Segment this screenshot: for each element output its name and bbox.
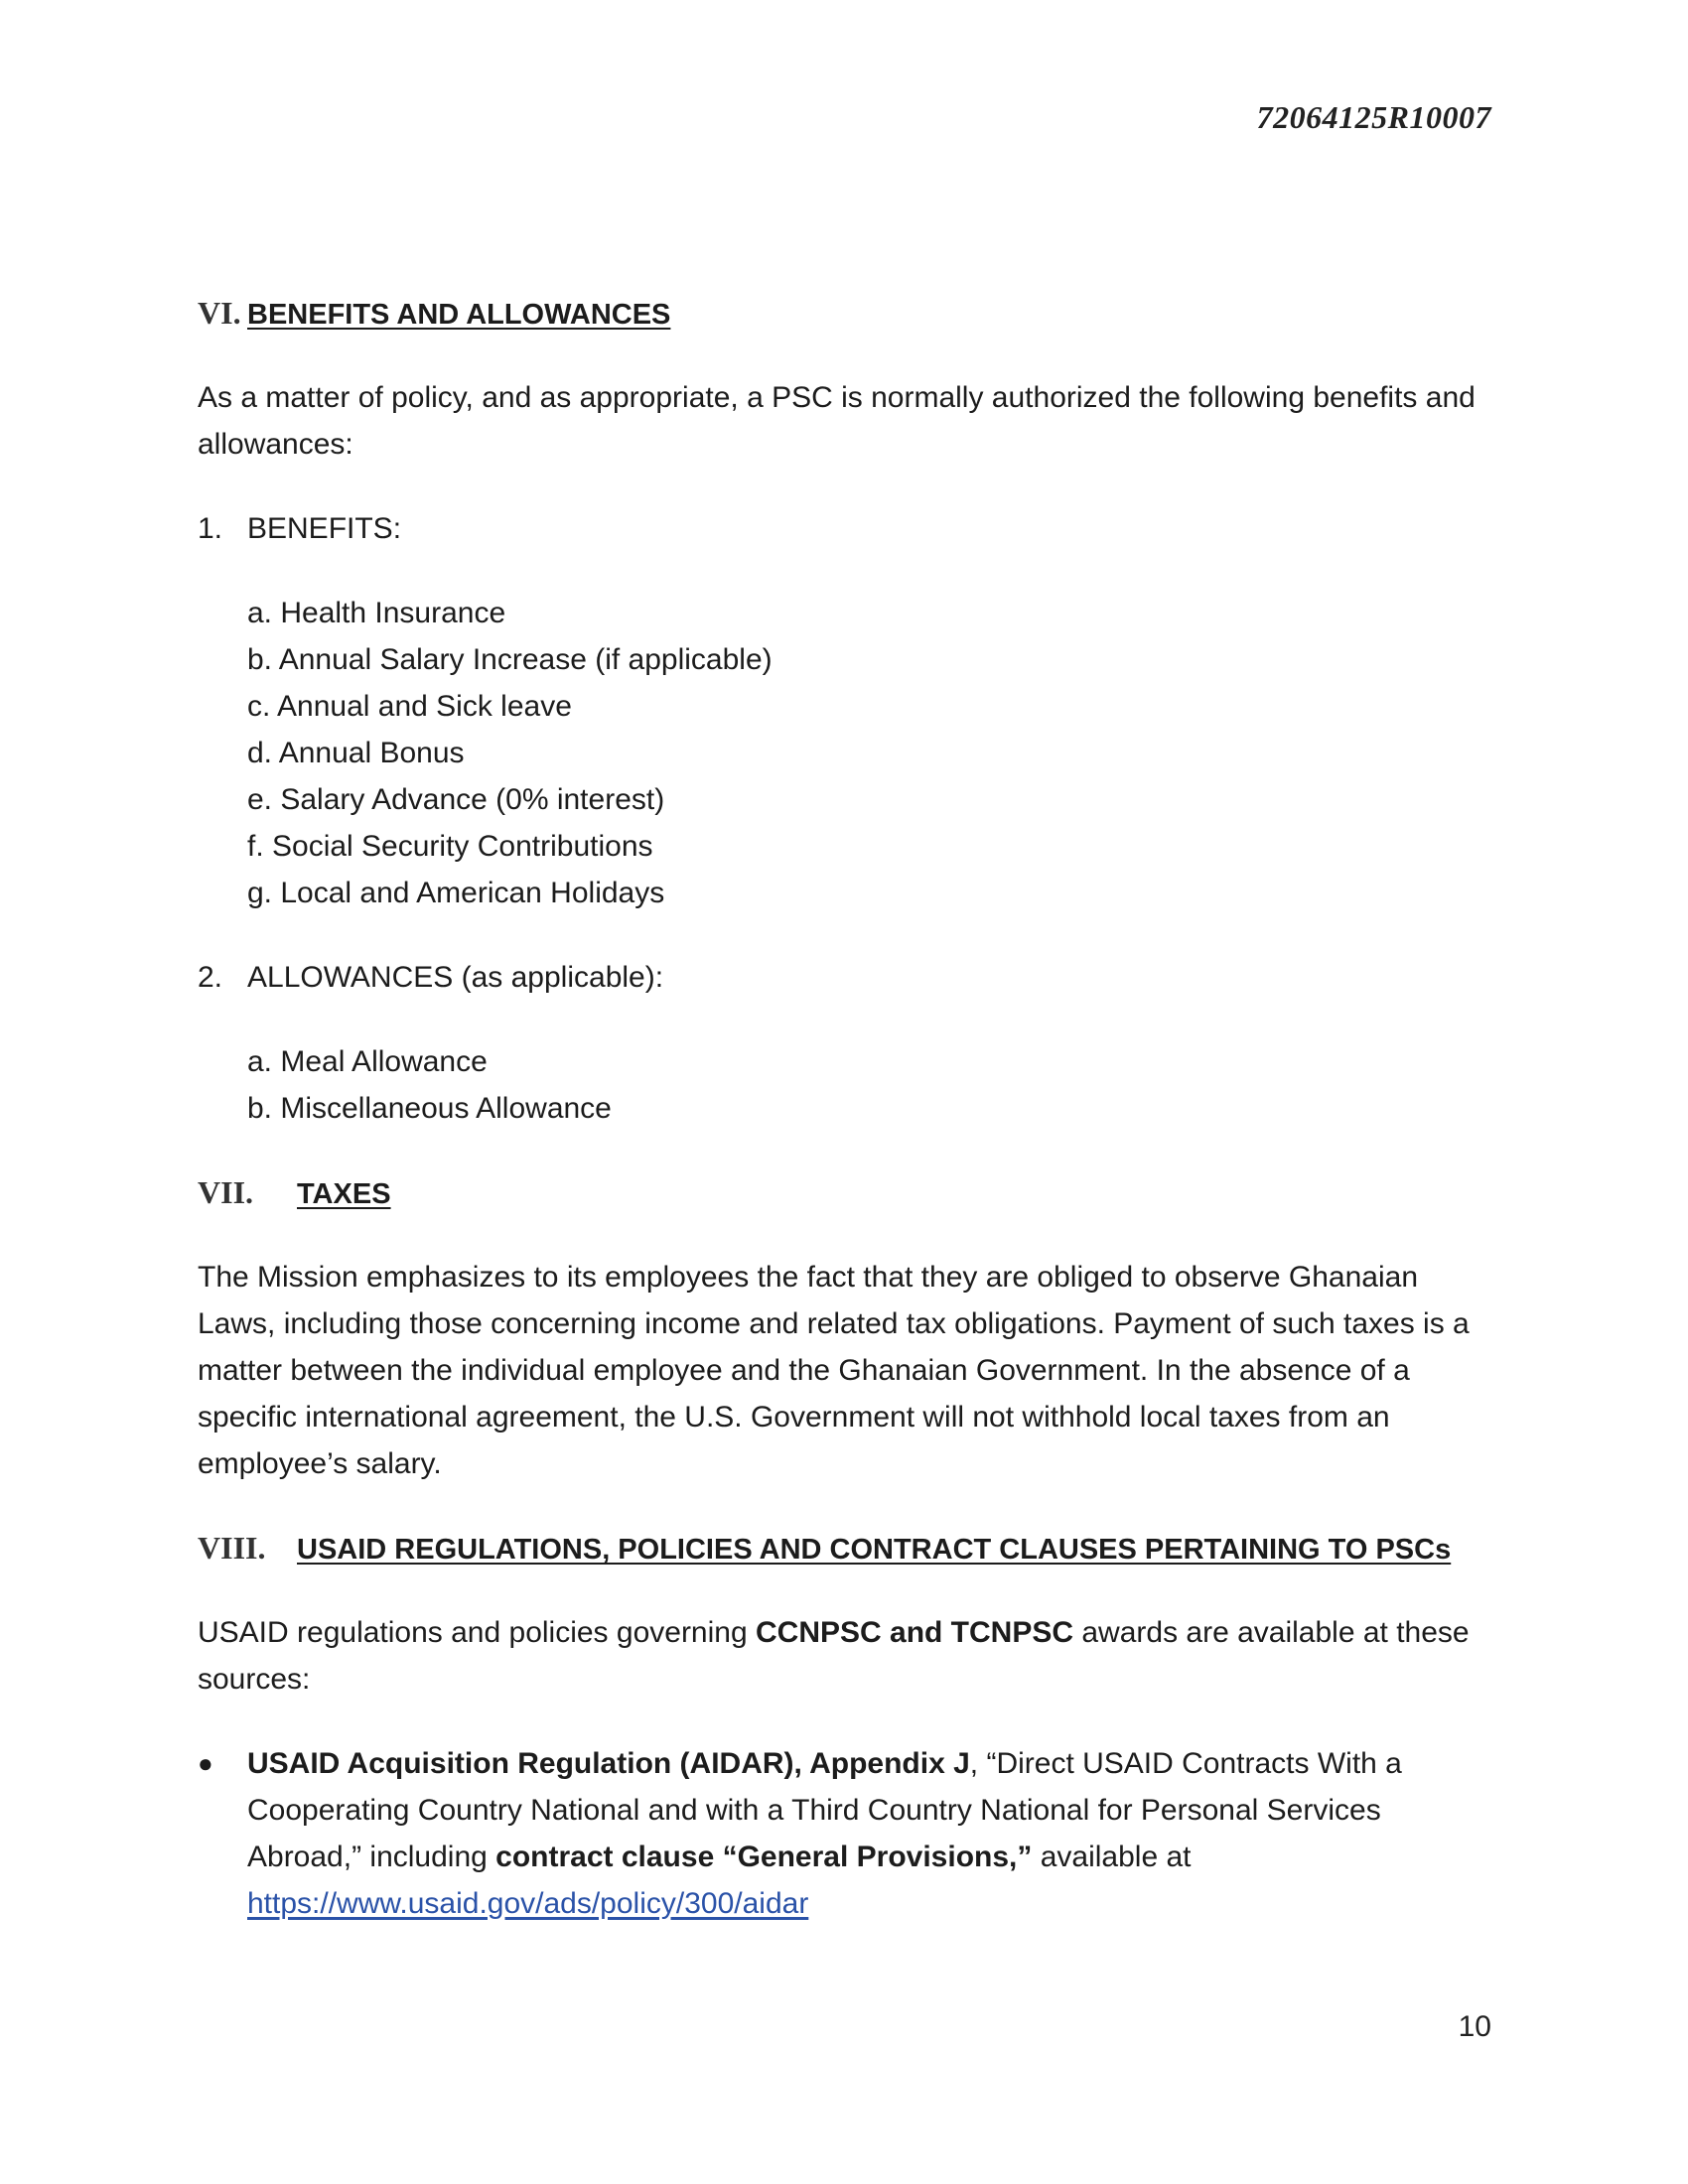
list-item: d. Annual Bonus xyxy=(247,737,465,769)
aidar-clause: contract clause “General Provisions,” xyxy=(495,1841,1033,1873)
section-viii-numeral: VIII. xyxy=(198,1530,266,1566)
aidar-bullet-item xyxy=(198,1740,1498,1927)
intro-text-before: USAID regulations and policies governing xyxy=(198,1616,756,1649)
benefits-label: BENEFITS: xyxy=(247,512,402,545)
intro-bold-awards: CCNPSC and TCNPSC xyxy=(756,1616,1074,1649)
aidar-text-1: , “Direct USAID Contracts With a Cooperating Country National and with a Third Country National for Personal Services Abroad,” including xyxy=(247,1747,1402,1873)
list-item: c. Annual and Sick leave xyxy=(247,690,572,723)
aidar-bullet-body xyxy=(247,1740,1498,1927)
section-vi-numeral: VI. xyxy=(198,295,241,331)
aidar-link[interactable]: https://www.usaid.gov/ads/policy/300/aidar xyxy=(247,1887,809,1920)
list-item: f. Social Security Contributions xyxy=(247,830,653,863)
list-item: b. Annual Salary Increase (if applicable) xyxy=(247,643,773,676)
benefits-number: 1. xyxy=(198,512,223,545)
section-vii-numeral: VII. xyxy=(198,1174,254,1210)
list-item: e. Salary Advance (0% interest) xyxy=(247,783,665,816)
allowances-number: 2. xyxy=(198,961,223,994)
section-vi-intro: As a matter of policy, and as appropriate, a PSC is normally authorized the following benefits and allowances: xyxy=(198,381,1476,461)
page-number: 10 xyxy=(1458,2010,1491,2043)
benefits-list xyxy=(198,590,1498,916)
section-vii-heading xyxy=(198,1169,1498,1216)
bullet-icon: ● xyxy=(198,1748,213,1778)
aidar-title: USAID Acquisition Regulation (AIDAR), Appendix J xyxy=(247,1747,970,1780)
section-vi-title: BENEFITS AND ALLOWANCES xyxy=(247,299,671,331)
allowances-label: ALLOWANCES (as applicable): xyxy=(247,961,664,994)
section-viii-heading xyxy=(198,1525,1498,1571)
section-vii-body: The Mission emphasizes to its employees the fact that they are obliged to observe Ghanaian Laws, including those concerning income and related tax obligations. Payment of such taxes is a matter between the individual employee and the Ghanaian Government. In the absence of a specific international agreement, the U.S. Government will not withhold local taxes from an employee’s salary. xyxy=(198,1261,1470,1480)
allowances-list xyxy=(198,1038,1498,1132)
document-id: 72064125R10007 xyxy=(1256,99,1491,135)
intro-text-after: awards are available at these sources: xyxy=(198,1616,1470,1696)
section-vi-heading xyxy=(198,290,1498,337)
list-item: a. Meal Allowance xyxy=(247,1045,488,1078)
page-content xyxy=(198,290,1498,1927)
list-item: g. Local and American Holidays xyxy=(247,877,665,909)
aidar-text-2: available at xyxy=(1032,1841,1192,1873)
list-item: b. Miscellaneous Allowance xyxy=(247,1092,612,1125)
section-vii-title: TAXES xyxy=(297,1178,391,1210)
benefits-heading xyxy=(198,505,1498,552)
allowances-heading xyxy=(198,954,1498,1001)
section-viii-title: USAID REGULATIONS, POLICIES AND CONTRACT CLAUSES PERTAINING TO PSCs xyxy=(297,1534,1452,1566)
list-item: a. Health Insurance xyxy=(247,597,506,629)
section-viii-intro xyxy=(198,1609,1498,1703)
